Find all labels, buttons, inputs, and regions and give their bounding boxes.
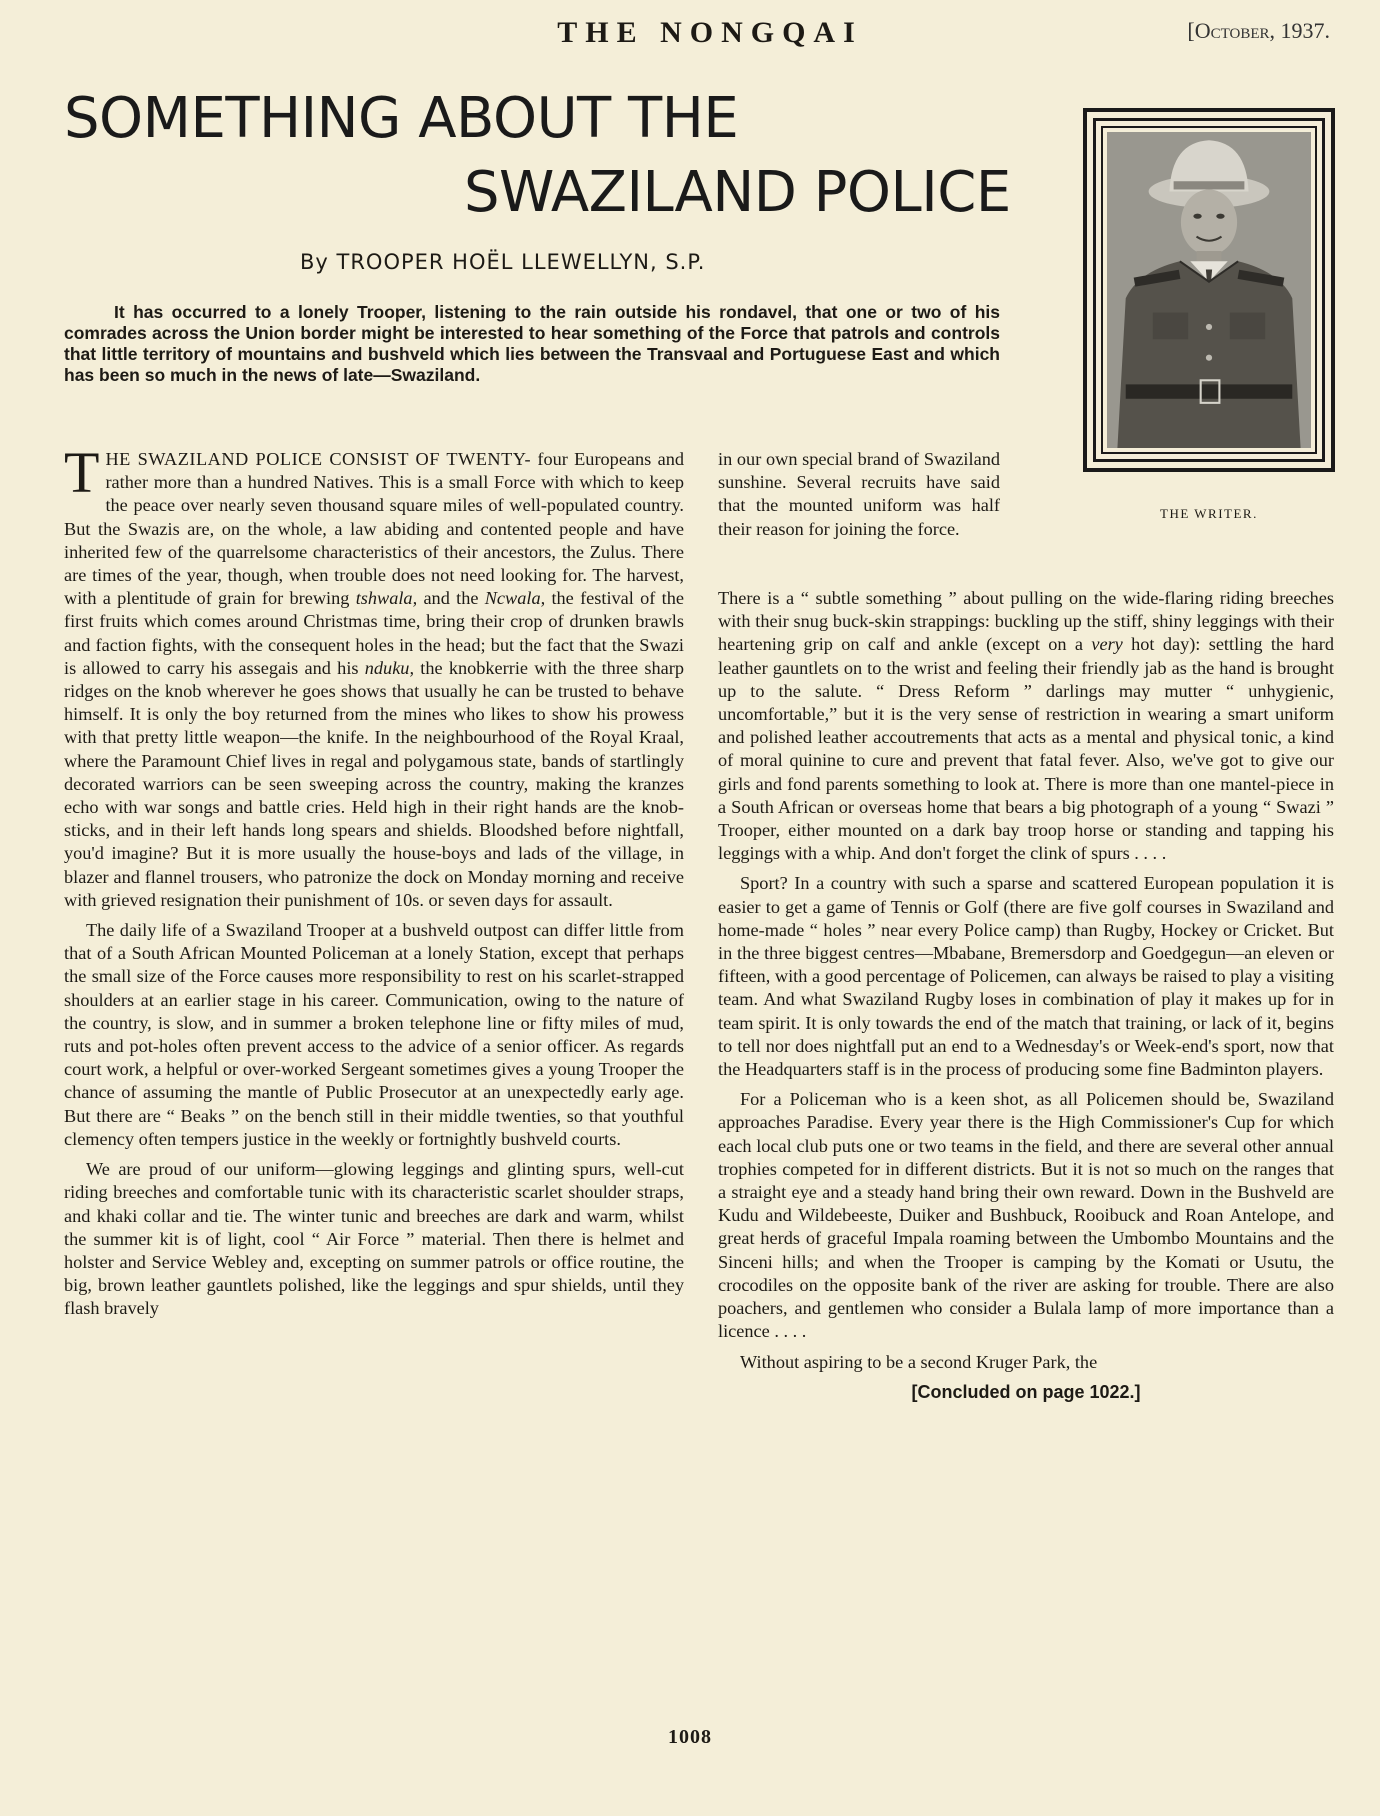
page-number: 1008 [668, 1726, 712, 1748]
column-right-narrow [718, 448, 1000, 548]
intro-paragraph: It has occurred to a lonely Trooper, listening to the rain outside his rondavel, that one or two of his comrades across the Union border might be interested to hear something of the Force that patrols and controls that little territory of mountains and bushveld which lies between the Transvaal and Portuguese East and which has been so much in the news of late—Swaziland. [64, 302, 1000, 385]
text-run: the knobkerrie with the three sharp ridges on the knob wherever he goes shows that usually he can be trusted to behave himself. It is only the boy returned from the mines who likes to show his prowess with that pretty little weapon—the knife. In the neighbourhood of the Royal Kraal, where the Paramount Chief lives in regal and polygamous state, bands of startlingly decorated warriors can be seen sweeping across the country, making the kranzes echo with war songs and battle cries. Held high in their right hands are the knob-sticks, and in their left hands long spears and shields. Bloodshed before nightfall, you'd imagine? But it is more usually the house-boys and lads of the village, in blazer and flannel trousers, who patronize the dock on Monday morning and receive with grieved resignation their punishment of 10s. or seven days for assault. [64, 657, 684, 910]
text-run: There is a “ subtle something ” about pulling on the wide-flaring riding breeches with their snug buck-skin strappings: buckling up the stiff, shiny leggings with their heartening grip on calf and ankle (except on a [718, 588, 1334, 655]
italic-term: Ncwala, [484, 588, 546, 609]
paragraph-lead-in: HE SWAZILAND POLICE CONSIST OF TWENTY- [105, 449, 532, 469]
italic-term: very [1091, 634, 1123, 655]
paragraph-3: We are proud of our uniform—glowing leggings and glinting spurs, well-cut riding breeches and comfortable tunic with its characteristic scarlet shoulder straps, and khaki collar and tie. The winter tunic and breeches are dark and warm, whilst the summer kit is of light, cool “ Air Force ” material. Then there is helmet and holster and Service Webley and, excepting on summer patrols or office routine, the big, brown leather gauntlets polished, like the leggings and spur shields, until they flash bravely [64, 1159, 684, 1319]
paragraph-2: The daily life of a Swaziland Trooper at a bushveld outpost can differ little from that of a South African Mounted Policeman at a lonely Station, except that perhaps the small size of the Force causes more responsibility to rest on his scarlet-strapped shoulders at an earlier stage in his career. Communication, owing to the nature of the country, is slow, and in summer a broken telephone line or fifty miles of mud, ruts and pot-holes often prevent access to the advice of a senior officer. As regards court work, a helpful or over-worked Sergeant sometimes gives a young Trooper the chance of assuming the mantle of Public Prosecutor at an unexpectedly early age. But there are “ Beaks ” on the bench still in their middle twenties, so that youthful clemency often tempers justice in the weekly or fortnightly bushveld courts. [64, 920, 684, 1149]
writer-photo [1107, 132, 1311, 448]
photo-caption: THE WRITER. [1160, 506, 1258, 521]
writer-photo-frame [1083, 108, 1335, 472]
column-right [718, 587, 1334, 1404]
italic-term: nduku, [364, 657, 415, 678]
paragraph-uniform [718, 587, 1334, 865]
issue-date: [October, 1937. [1187, 18, 1330, 43]
byline: By TROOPER HOËL LLEWELLYN, S.P. [300, 250, 706, 274]
article-title [64, 82, 1014, 230]
paragraph-1 [64, 440, 684, 912]
paragraph-shooting: For a Policeman who is a keen shot, as all Policemen should be, Swaziland approaches Paradise. Every year there is the High Commissioner's Cup for which each local club puts one or two teams in the field, and there are several other annual trophies competed for in different districts. But it is not so much on the ranges that a straight eye and a steady hand bring their own reward. Down in the Bushveld are Kudu and Wildebeeste, Duiker and Bushbuck, Rooibuck and Roan Antelope, and great herds of graceful Impala roaming between the Umbombo Mountains and the Sinceni hills; and when the Trooper is camping by the Komati or Usutu, the crocodiles on the opposite bank of the river are asking for trouble. There are also poachers, and gentlemen who consider a Bulala lamp of more importance than a licence . . . . [718, 1089, 1334, 1342]
paragraph-sport: Sport? In a country with such a sparse and scattered European population it is easier to get a game of Tennis or Golf (there are five golf courses in Swaziland and home-made “ holes ” near every Police camp) than Rugby, Hockey or Cricket. But in the three biggest centres—Mbabane, Bremersdorp and Goedgegun—an eleven or fifteen, with a good percentage of Policemen, can always be raised to play a visiting team. And what Swaziland Rugby loses in combination of play it makes up for in team spirit. It is only towards the end of the match that training, or lack of it, begins to tell nor does nightfall put an end to a Wednesday's or Week-end's sport, now that the Headquarters staff is in the process of producing some fine Badminton players. [718, 873, 1334, 1080]
text-run: four Europeans and rather more than a hundred Natives. This is a small Force with which to keep the peace over nearly seven thousand square miles of well-populated country. But the Swazis are, on the whole, a law abiding and contented people and have inherited few of the quarrelsome characteristics of their ancestors, the Zulus. There are times of the year, though, when trouble does not need looking for. The harvest, with a plentitude of grain for brewing [64, 449, 684, 609]
text-run: and the [423, 588, 479, 609]
italic-term: tshwala, [355, 588, 418, 609]
paragraph-continued: in our own special brand of Swaziland sunshine. Several recruits have said that the mounted uniform was half their reason for joining the force. [718, 449, 1000, 539]
drop-cap: T [64, 440, 100, 505]
magazine-title: THE NONGQAI [557, 16, 863, 49]
text-run: the festival of the first fruits which comes around Christmas time, bring their crop of drunken brawls and faction fights, with the consequent holes in the head; but the fact that the Swazi is allowed to carry his assegais and his [64, 588, 684, 678]
title-line-2: SWAZILAND POLICE [464, 160, 1011, 225]
continued-notice: [Concluded on page 1022.] [911, 1381, 1141, 1402]
masthead [0, 16, 1380, 56]
paragraph-closing: Without aspiring to be a second Kruger Park, the [740, 1351, 1098, 1372]
title-line-1: SOMETHING ABOUT THE [64, 86, 739, 151]
column-left [64, 440, 684, 1328]
text-run: hot day): settling the hard leather gauntlets on to the wrist and feeling their friendly jab as the hand is brought up to the salute. “ Dress Reform ” darlings may mutter “ unhygienic, uncomfortable,” but it is the very sense of restriction in wearing a smart uniform and polished leather accoutrements that acts as a mental and physical tonic, a kind of moral quinine to cure and prevent that fatal fever. Also, we've got to give our girls and fond parents something to look at. There is more than one mantel-piece in a South African or overseas home that bears a big photograph of a young “ Swazi ” Trooper, either mounted on a dark bay troop horse or standing and tapping his leggings with a whip. And don't forget the clink of spurs . . . . [718, 634, 1334, 864]
